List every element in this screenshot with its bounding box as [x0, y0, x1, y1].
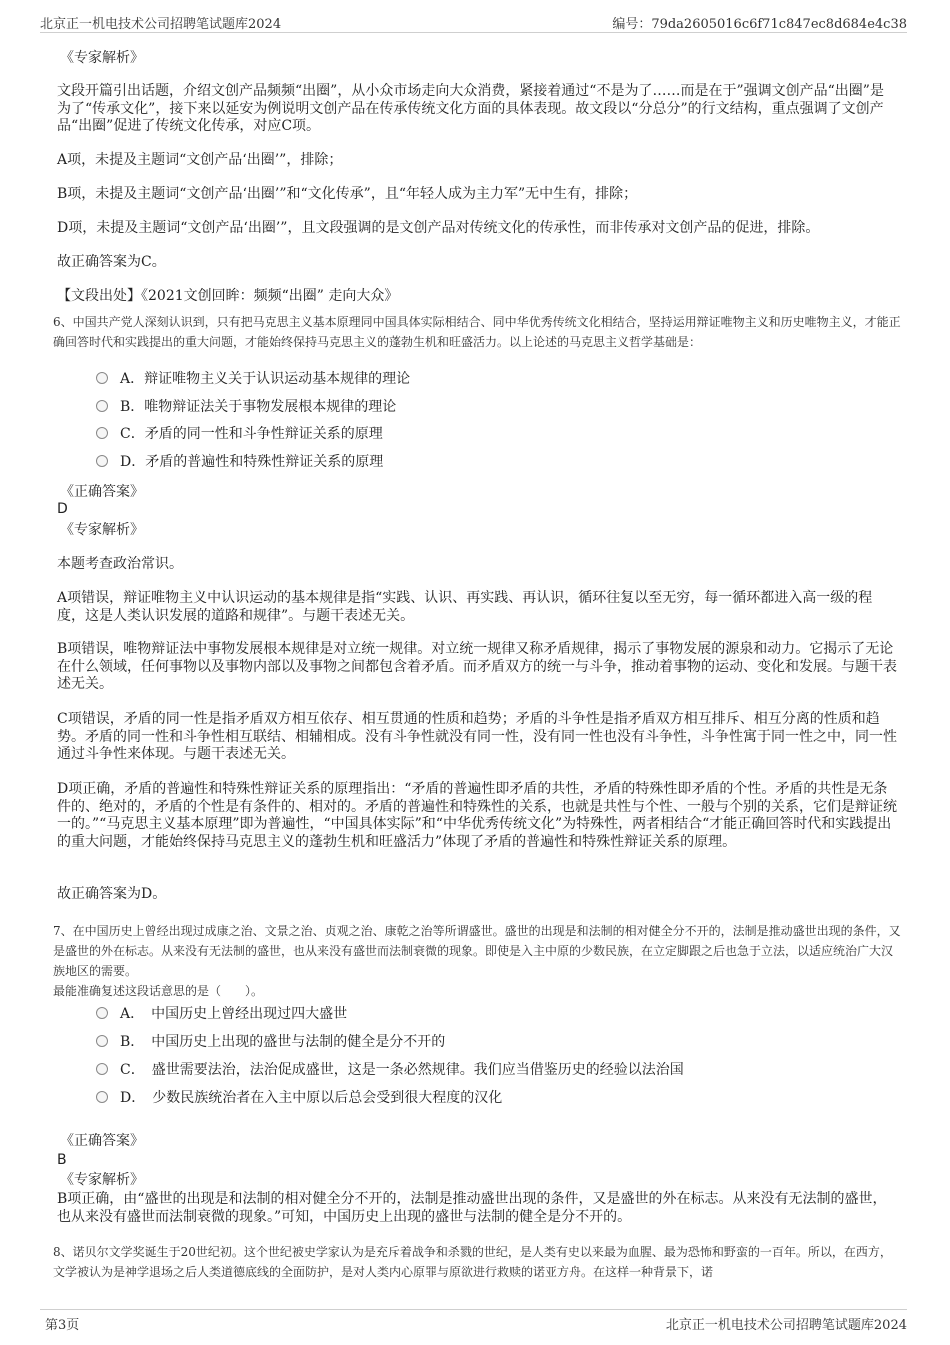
q6-stem: 6、中国共产党人深刻认识到，只有把马克思主义基本原理同中国具体实际相结合、同中华优秀传统文化相结合，坚持运用辩证唯物主义和历史唯物主义，才能正确回答时代和实践提出的重大问题，才能始终保持马克思主义的蓬勃生机和旺盛活力。以上论述的马克思主义哲学基础是： — [53, 315, 901, 349]
q5-option-a-analysis: A项，未提及主题词“文创产品‘出圈’”，排除； — [57, 152, 343, 168]
footer-title: 北京正一机电技术公司招聘笔试题库2024 — [665, 1318, 907, 1333]
q5-analysis: 文段开篇引出话题，介绍文创产品频频“出圈”，从小众市场走向大众消费，紧接着通过“不是为了……而是在于”强调文创产品“出圈”是为了“传承文化”，接下来以延安为例说明文创产品在传承传统文化方面的具体表现。故文段以“分总分”的行文结构，重点强调了文创产品“出圈”促进了传统文化传承，对应C项。 — [57, 83, 884, 134]
page-header — [40, 10, 907, 33]
q6-option-c[interactable]: C．矛盾的同一性和斗争性辩证关系的原理 — [96, 424, 383, 444]
q6-answer: D — [57, 501, 68, 517]
q7-option-b-analysis: B项正确，由“盛世的出现是和法制的相对健全分不开的，法制是推动盛世出现的条件，又是盛世的外在标志。从来没有无法制的盛世，也从来没有盛世而法制衰微的现象。”可知，中国历史上出现的盛世与法制的健全是分不开的。 — [57, 1191, 887, 1225]
header-doc-id: 编号：79da2605016c6f71c847ec8d684e4c38 — [612, 17, 907, 32]
q6-answer-label: 《正确答案》 — [60, 484, 144, 500]
radio-icon[interactable] — [96, 1091, 108, 1103]
q7-expert-label: 《专家解析》 — [60, 1172, 144, 1188]
q8-stem: 8、诺贝尔文学奖诞生于20世纪初。这个世纪被史学家认为是充斥着战争和杀戮的世纪，是人类有史以来最为血腥、最为恐怖和野蛮的一百年。所以，在西方，文学被认为是神学退场之后人类道德底线的全面防护，是对人类内心原罪与原欲进行救赎的诺亚方舟。在这样一种背景下，诺 — [53, 1245, 892, 1279]
q6-expert-label: 《专家解析》 — [60, 522, 144, 538]
q7-option-c[interactable]: C． 盛世需要法治，法治促成盛世，这是一条必然规律。我们应当借鉴历史的经验以法治国 — [96, 1060, 684, 1080]
q7-answer-label: 《正确答案》 — [60, 1133, 144, 1149]
page-number: 第3页 — [45, 1318, 80, 1333]
radio-icon[interactable] — [96, 372, 108, 384]
q5-option-b-analysis: B项，未提及主题词“文创产品‘出圈’”和“文化传承”，且“年轻人成为主力军”无中生有，排除； — [57, 186, 638, 202]
q6-option-c-analysis: C项错误，矛盾的同一性是指矛盾双方相互依存、相互贯通的性质和趋势；矛盾的斗争性是指矛盾双方相互排斥、相互分离的性质和趋势。矛盾的同一性和斗争性相互联结、相辅相成。没有斗争性就没有同一性，没有同一性也没有斗争性，斗争性寓于同一性之中，同一性通过斗争性来体现。与题干表述无关。 — [57, 711, 897, 762]
q7-answer: B — [57, 1152, 67, 1168]
page-footer — [40, 1309, 907, 1334]
q5-expert-label: 《专家解析》 — [60, 50, 144, 66]
q6-option-a-analysis: A项错误，辩证唯物主义中认识运动的基本规律是指“实践、认识、再实践、再认识，循环往复以至无穷，每一循环都进入高一级的程度，这是人类认识发展的道路和规律”。与题干表述无关。 — [57, 590, 873, 624]
q6-intro: 本题考查政治常识。 — [57, 556, 183, 572]
radio-icon[interactable] — [96, 1035, 108, 1047]
q7-stem-prompt: 最能准确复述这段话意思的是（ ）。 — [53, 984, 264, 998]
q6-option-b-analysis: B项错误，唯物辩证法中事物发展根本规律是对立统一规律。对立统一规律又称矛盾规律，揭示了事物发展的源泉和动力。它揭示了无论在什么领域，任何事物以及事物内部以及事物之间都包含着矛盾。而矛盾双方的统一与斗争，推动着事物的运动、变化和发展。与题干表述无关。 — [57, 641, 897, 692]
q6-conclusion: 故正确答案为D。 — [57, 886, 167, 902]
radio-icon[interactable] — [96, 427, 108, 439]
q5-option-d-analysis: D项，未提及主题词“文创产品‘出圈’”，且文段强调的是文创产品对传统文化的传承性，而非传承对文创产品的促进，排除。 — [57, 220, 820, 236]
radio-icon[interactable] — [96, 400, 108, 412]
q7-option-a[interactable]: A． 中国历史上曾经出现过四大盛世 — [96, 1004, 347, 1024]
q7-stem: 7、在中国历史上曾经出现过成康之治、文景之治、贞观之治、康乾之治等所谓盛世。盛世的出现是和法制的相对健全分不开的，法制是推动盛世出现的条件，又是盛世的外在标志。从来没有无法制的盛世，也从来没有盛世而法制衰微的现象。即使是入主中原的少数民族，在立定脚跟之后也急于立法，以适应统治广大汉族地区的需要。 — [53, 924, 901, 978]
q6-option-b[interactable]: B．唯物辩证法关于事物发展根本规律的理论 — [96, 397, 396, 417]
q6-option-a[interactable]: A．辩证唯物主义关于认识运动基本规律的理论 — [96, 369, 410, 389]
radio-icon[interactable] — [96, 1063, 108, 1075]
q7-option-b[interactable]: B． 中国历史上出现的盛世与法制的健全是分不开的 — [96, 1032, 445, 1052]
radio-icon[interactable] — [96, 1007, 108, 1019]
q5-source: 【文段出处】《2021文创回眸：频频“出圈” 走向大众》 — [57, 288, 399, 304]
q6-option-d-analysis: D项正确，矛盾的普遍性和特殊性辩证关系的原理指出：“矛盾的普遍性即矛盾的共性，矛盾的特殊性即矛盾的个性。矛盾的共性是无条件的、绝对的，矛盾的个性是有条件的、相对的。矛盾的普遍性和特殊性的关系，也就是共性与个性、一般与个别的关系，它们是辩证统一的。”“马克思主义基本原理”即为普遍性，“中国具体实际”和“中华优秀传统文化”为特殊性，两者相结合“才能正确回答时代和实践提出的重大问题，才能始终保持马克思主义的蓬勃生机和旺盛活力”体现了矛盾的普遍性和特殊性辩证关系的原理。 — [57, 781, 897, 850]
q7-option-d[interactable]: D． 少数民族统治者在入主中原以后总会受到很大程度的汉化 — [96, 1088, 502, 1108]
q6-option-d[interactable]: D．矛盾的普遍性和特殊性辩证关系的原理 — [96, 452, 383, 472]
radio-icon[interactable] — [96, 455, 108, 467]
header-title: 北京正一机电技术公司招聘笔试题库2024 — [40, 17, 282, 32]
q5-conclusion: 故正确答案为C。 — [57, 254, 166, 270]
